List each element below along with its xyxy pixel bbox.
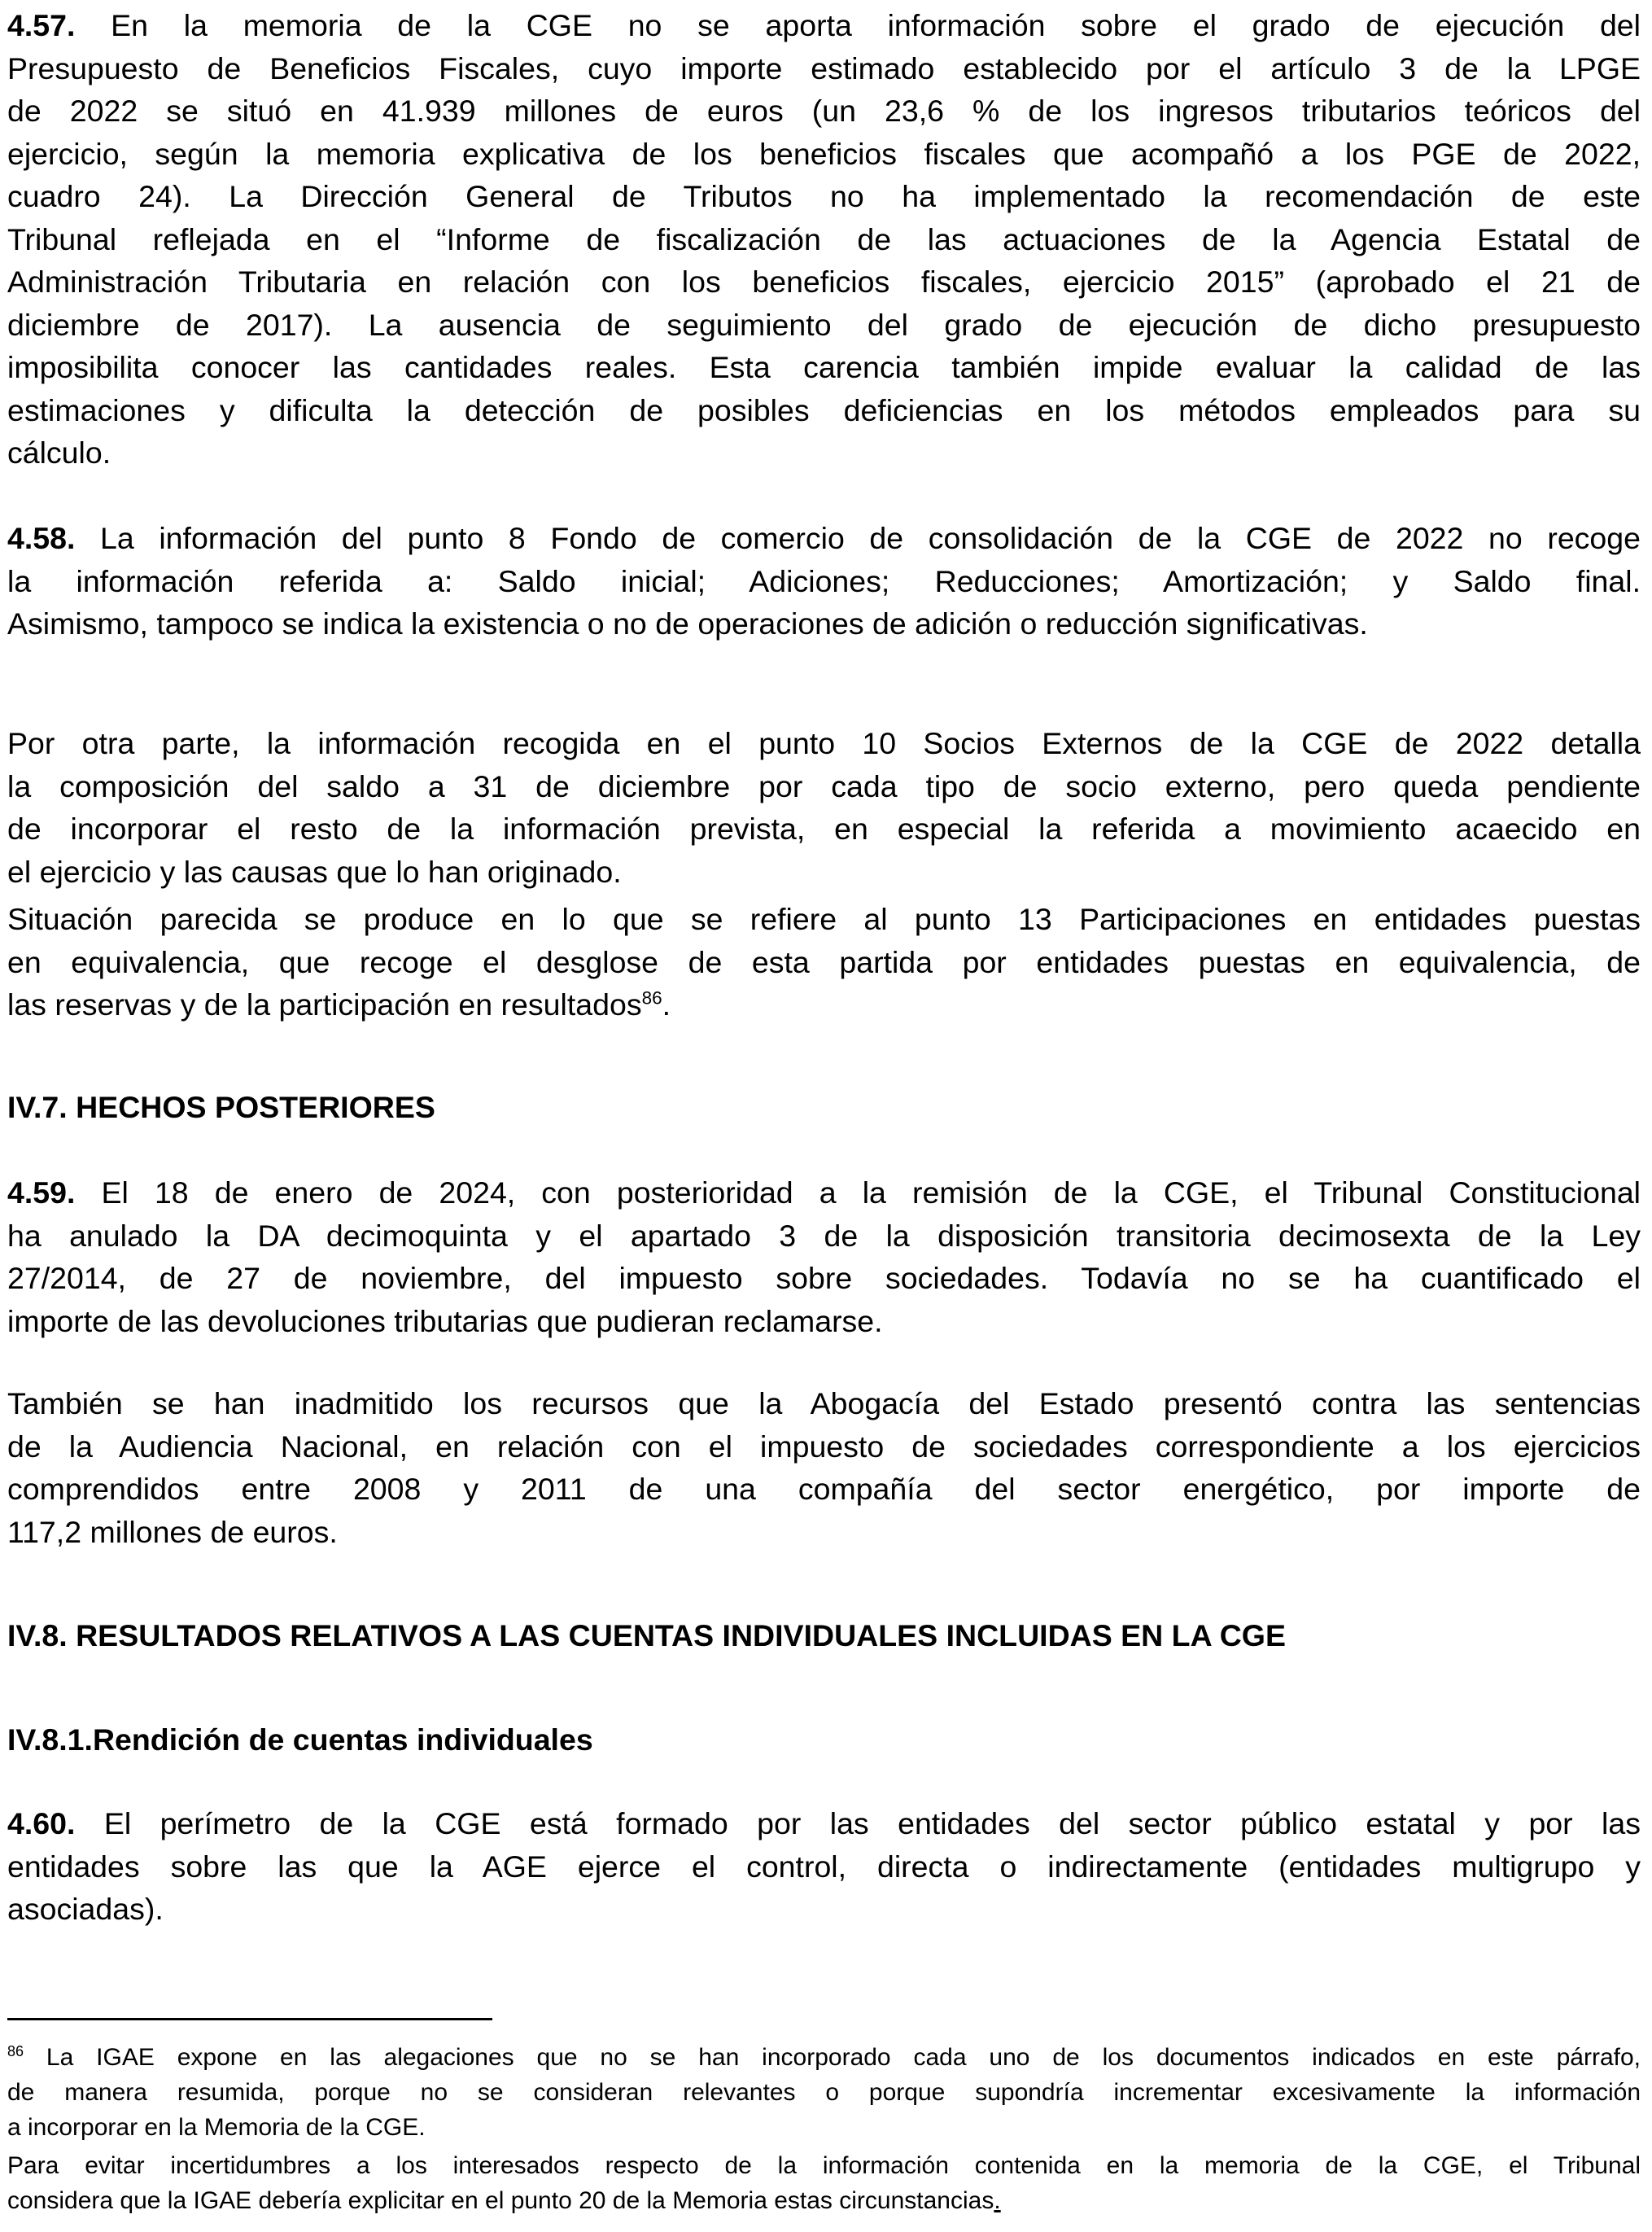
footnote-number: 86 xyxy=(7,2043,24,2059)
period: . xyxy=(662,987,671,1022)
paragraph-number: 4.59. xyxy=(7,1175,76,1210)
text-line: estimaciones y dificulta la detección de posibles deficiencias en los métodos empleados para su xyxy=(7,392,1641,427)
text-line: Administración Tributaria en relación con los beneficios fiscales, ejercicio 2015” (aprobado el 21 de xyxy=(7,265,1641,299)
text-line: el ejercicio y las causas que lo han originado. xyxy=(7,854,622,889)
text-line: La IGAE expone en las alegaciones que no se han incorporado cada uno de los documentos indicados en este párrafo, xyxy=(24,2044,1641,2071)
paragraph-number: 4.60. xyxy=(7,1806,76,1840)
heading-iv-7: IV.7. HECHOS POSTERIORES xyxy=(7,1090,435,1124)
text-line: la información referida a: Saldo inicial; Adiciones; Reducciones; Amortización; y Saldo final. xyxy=(7,563,1641,598)
footnote-86 xyxy=(7,2040,1641,2145)
paragraph-4-57 xyxy=(7,4,1641,475)
paragraph-socios-externos xyxy=(7,722,1641,893)
footnote-ref[interactable]: 86 xyxy=(641,987,662,1009)
text-line: cálculo. xyxy=(7,435,111,470)
text-line: Por otra parte, la información recogida en el punto 10 Socios Externos de la CGE de 2022 detalla xyxy=(7,726,1641,760)
text-line: También se han inadmitido los recursos que la Abogacía del Estado presentó contra las sentencias xyxy=(7,1386,1641,1420)
text-line: La información del punto 8 Fondo de comercio de consolidación de la CGE de 2022 no recoge xyxy=(75,521,1641,555)
text-line: considera que la IGAE debería explicitar en el punto 20 de la Memoria estas circunstancias xyxy=(7,2187,994,2214)
footnote-86-continued xyxy=(7,2148,1641,2218)
text-line: de incorporar el resto de la información prevista, en especial la referida a movimiento acaecido en xyxy=(7,812,1641,846)
text-line: importe de las devoluciones tributarias que pudieran reclamarse. xyxy=(7,1303,883,1338)
text-line: las reservas y de la participación en resultados xyxy=(7,987,642,1022)
text-line: Asimismo, tampoco se indica la existencia o no de operaciones de adición o reducción significativas. xyxy=(7,606,1368,641)
heading-iv-8: IV.8. RESULTADOS RELATIVOS A LAS CUENTAS INDIVIDUALES INCLUIDAS EN LA CGE xyxy=(7,1618,1286,1652)
period: . xyxy=(994,2187,1001,2214)
footnote-separator xyxy=(7,2018,492,2020)
text-line: Situación parecida se produce en lo que se refiere al punto 13 Participaciones en entidades puestas xyxy=(7,902,1641,936)
text-line: Para evitar incertidumbres a los interesados respecto de la información contenida en la memoria de la CGE, el Tribunal xyxy=(7,2152,1641,2179)
paragraph-number: 4.58. xyxy=(7,521,76,555)
paragraph-4-60 xyxy=(7,1802,1641,1931)
paragraph-4-59 xyxy=(7,1171,1641,1342)
text-line: en equivalencia, que recoge el desglose de esta partida por entidades puestas en equivalencia, de xyxy=(7,944,1641,979)
text-line: comprendidos entre 2008 y 2011 de una compañía del sector energético, por importe de xyxy=(7,1472,1641,1506)
text-line: cuadro 24). La Dirección General de Tributos no ha implementado la recomendación de este xyxy=(7,179,1641,213)
text-line: El 18 de enero de 2024, con posterioridad a la remisión de la CGE, el Tribunal Constitucional xyxy=(75,1175,1641,1210)
paragraph-recursos xyxy=(7,1382,1641,1553)
text-line: En la memoria de la CGE no se aporta información sobre el grado de ejecución del xyxy=(75,8,1641,42)
text-line: asociadas). xyxy=(7,1892,164,1926)
text-line: Presupuesto de Beneficios Fiscales, cuyo importe estimado establecido por el artículo 3 de la LPGE xyxy=(7,50,1641,85)
text-line: ha anulado la DA decimoquinta y el apartado 3 de la disposición transitoria decimosexta de la Ley xyxy=(7,1218,1641,1253)
text-line: ejercicio, según la memoria explicativa de los beneficios fiscales que acompañó a los PGE de 2022, xyxy=(7,136,1641,171)
text-line: 27/2014, de 27 de noviembre, del impuesto sobre sociedades. Todavía no se ha cuantificado el xyxy=(7,1261,1641,1295)
paragraph-number: 4.57. xyxy=(7,8,76,42)
paragraph-4-58 xyxy=(7,517,1641,646)
text-line: El perímetro de la CGE está formado por las entidades del sector público estatal y por las xyxy=(75,1806,1641,1840)
text-line: diciembre de 2017). La ausencia de seguimiento del grado de ejecución de dicho presupuesto xyxy=(7,307,1641,342)
text-line: Tribunal reflejada en el “Informe de fiscalización de las actuaciones de la Agencia Estatal de xyxy=(7,221,1641,256)
text-line: 117,2 millones de euros. xyxy=(7,1514,338,1549)
text-line: de la Audiencia Nacional, en relación con el impuesto de sociedades correspondiente a los ejercicios xyxy=(7,1429,1641,1464)
heading-iv-8-1: IV.8.1.Rendición de cuentas individuales xyxy=(7,1722,593,1757)
text-line: entidades sobre las que la AGE ejerce el control, directa o indirectamente (entidades multigrupo y xyxy=(7,1849,1641,1884)
paragraph-participaciones xyxy=(7,898,1641,1026)
text-line: de manera resumida, porque no se consideran relevantes o porque supondría incrementar excesivamente la información xyxy=(7,2079,1641,2106)
text-line: de 2022 se situó en 41.939 millones de euros (un 23,6 % de los ingresos tributarios teóricos del xyxy=(7,94,1641,128)
text-line: a incorporar en la Memoria de la CGE. xyxy=(7,2114,426,2141)
text-line: la composición del saldo a 31 de diciembre por cada tipo de socio externo, pero queda pendiente xyxy=(7,768,1641,803)
text-line: imposibilita conocer las cantidades reales. Esta carencia también impide evaluar la calidad de las xyxy=(7,350,1641,384)
